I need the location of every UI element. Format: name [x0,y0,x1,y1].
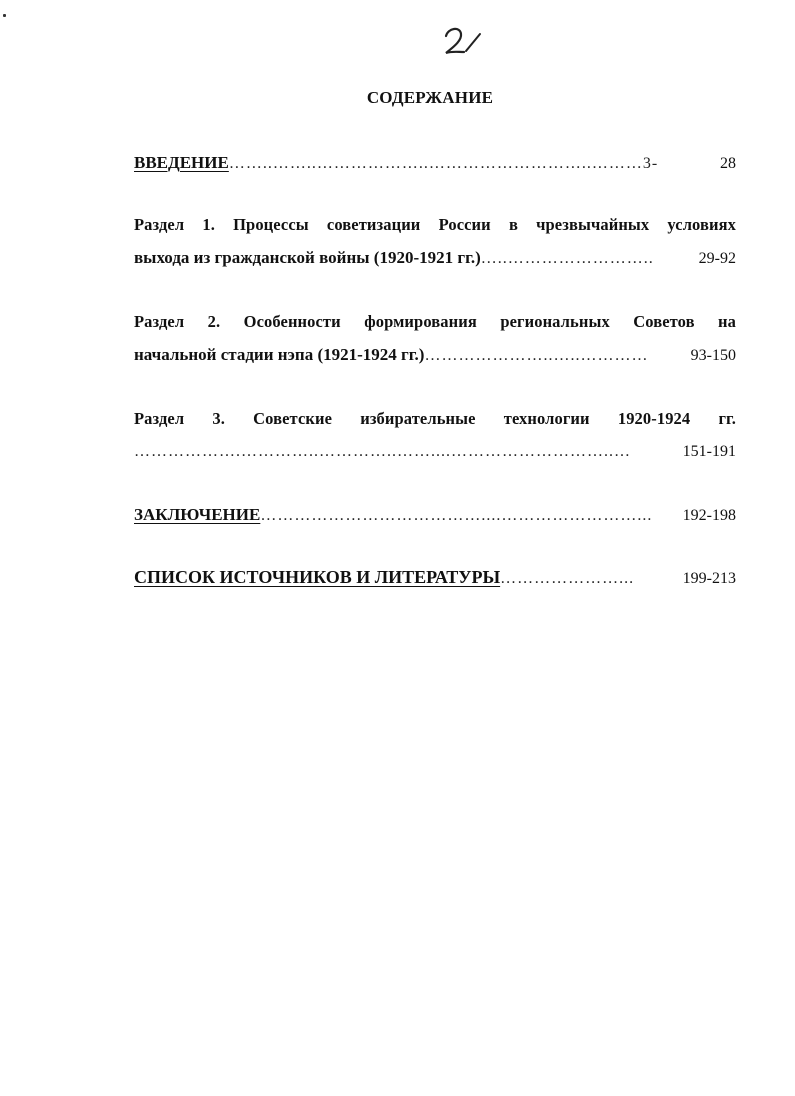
table-of-contents [134,146,736,595]
toc-row [134,338,736,372]
toc-entry-section-1 [134,208,736,275]
toc-section-heading: Раздел 1. Процессы советизации России в чрезвычайных условиях [134,215,736,234]
toc-label: начальной стадии нэпа (1921-1924 гг.) [134,345,425,364]
toc-section-heading: Раздел 2. Особенности формирования региональных Советов на [134,312,736,331]
toc-page-range: 192-198 [682,507,736,524]
toc-row [134,241,736,275]
toc-entry-section-2 [134,305,736,372]
page-title: СОДЕРЖАНИЕ [366,88,494,107]
toc-row [134,146,736,180]
toc-leader-dots: …………………... [500,570,635,587]
toc-row [134,498,736,532]
toc-page-range: 151-191 [682,443,736,460]
toc-label: СПИСОК ИСТОЧНИКОВ И ЛИТЕРАТУРЫ [134,567,501,587]
toc-label: выхода из гражданской войны (1920-1921 гг.) [134,248,481,267]
toc-leader-dots: ……..……..………………..………………………..………3- [228,155,659,172]
toc-row [134,435,736,468]
scan-speck [3,14,6,17]
toc-row [134,561,736,595]
toc-entry-section-3 [134,402,736,468]
toc-leader-dots: …..…………………….. [480,250,654,267]
toc-entry-conclusion [134,498,736,532]
toc-leader-dots: …………………………………....……………………... [260,507,653,524]
toc-label: ЗАКЛЮЧЕНИЕ [134,505,261,524]
toc-label: ВВЕДЕНИЕ [134,153,229,172]
toc-page-range: 29-92 [698,250,736,267]
toc-page-range: 28 [720,155,736,172]
toc-page-range: 199-213 [682,570,736,587]
toc-page-range: 93-150 [690,347,736,364]
page-number-handwriting [440,22,488,62]
toc-section-heading: Раздел 3. Советские избирательные технологии 1920-1924 гг. [134,409,736,428]
toc-entry-introduction [134,146,736,180]
toc-leader-dots: …………………..…..………… [424,347,649,364]
handwritten-page-number [440,22,488,62]
toc-leader-dots: ……………….…………..…………..……....………………………..… [134,443,631,460]
toc-entry-sources [134,561,736,595]
